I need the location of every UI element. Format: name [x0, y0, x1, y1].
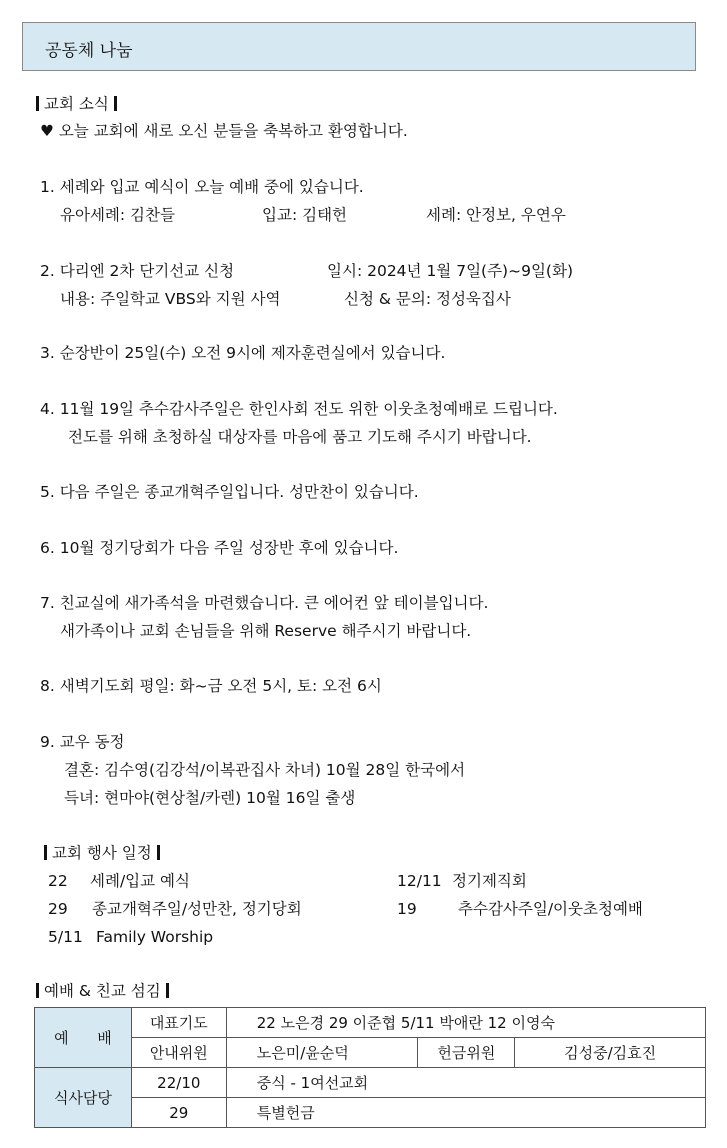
title-bar-left: [36, 983, 39, 998]
news-title-text: 교회 소식: [44, 95, 109, 113]
meal-label: 식사담당: [35, 1068, 132, 1128]
event-date: 29: [48, 900, 68, 918]
news-item-4-line2: 전도를 위해 초청하실 대상자를 마음에 품고 기도해 주시기 바랍니다.: [68, 428, 532, 446]
title-bar-left: [36, 96, 39, 111]
event-date: 19: [397, 900, 417, 918]
welcome-line: ♥ 오늘 교회에 새로 오신 분들을 축복하고 환영합니다.: [40, 122, 408, 140]
event-date: 12/11: [397, 872, 442, 890]
title-bar-right: [157, 845, 160, 860]
news-item-2-contact: 신청 & 문의: 정성욱집사: [344, 290, 511, 308]
table-row: [35, 1008, 706, 1038]
title-bar-right: [114, 96, 117, 111]
news-item-2-date: 일시: 2024년 1월 7일(주)~9일(화): [327, 262, 573, 280]
title-bar-right: [166, 983, 169, 998]
news-item-1-baptism: 세례: 안정보, 우연우: [426, 206, 566, 224]
news-item-2: 2. 다리엔 2차 단기선교 신청: [40, 262, 235, 280]
meal-text: 중식 - 1여선교회: [226, 1068, 705, 1098]
usher-label: 안내위원: [131, 1038, 226, 1068]
event-text: 정기제직회: [452, 872, 527, 890]
table-row: [35, 1098, 706, 1128]
table-row: [35, 1068, 706, 1098]
news-item-1-confirmation: 입교: 김태헌: [262, 206, 348, 224]
news-item-9-birth: 득녀: 현마야(현상철/카렌) 10월 16일 출생: [64, 789, 356, 807]
title-bar-left: [44, 845, 47, 860]
service-title-text: 예배 & 친교 섬김: [44, 982, 161, 1000]
section-header: [22, 22, 696, 71]
news-item-7-line2: 새가족이나 교회 손님들을 위해 Reserve 해주시기 바랍니다.: [60, 622, 472, 640]
event-date: 22: [48, 872, 68, 890]
rep-prayer-label: 대표기도: [131, 1008, 226, 1038]
meal-date: 22/10: [131, 1068, 226, 1098]
rep-prayer-value: 22 노은경 29 이준협 5/11 박애란 12 이영숙: [226, 1008, 705, 1038]
news-item-8: 8. 새벽기도회 평일: 화~금 오전 5시, 토: 오전 6시: [40, 677, 382, 695]
news-section-title: [36, 94, 122, 114]
table-row: [35, 1038, 706, 1068]
news-item-6: 6. 10월 정기당회가 다음 주일 성장반 후에 있습니다.: [40, 539, 399, 557]
event-text: Family Worship: [96, 928, 214, 946]
news-item-1: 1. 세례와 입교 예식이 오늘 예배 중에 있습니다.: [40, 178, 364, 196]
events-title-text: 교회 행사 일정: [52, 844, 152, 862]
news-item-1-infant-baptism: 유아세례: 김찬들: [60, 206, 175, 224]
event-text: 종교개혁주일/성만찬, 정기당회: [92, 900, 302, 918]
event-text: 세례/입교 예식: [90, 872, 190, 890]
meal-date: 29: [131, 1098, 226, 1128]
service-section-title: [36, 981, 174, 1001]
events-section-title: [44, 843, 165, 863]
service-table: [34, 1007, 706, 1128]
worship-label: 예 배: [35, 1008, 132, 1068]
offering-label: 헌금위원: [418, 1038, 515, 1068]
news-item-4: 4. 11월 19일 추수감사주일은 한인사회 전도 위한 이웃초청예배로 드립니다.: [40, 400, 558, 418]
news-item-3: 3. 순장반이 25일(수) 오전 9시에 제자훈련실에서 있습니다.: [40, 344, 446, 362]
event-text: 추수감사주일/이웃초청예배: [458, 900, 643, 918]
news-item-5: 5. 다음 주일은 종교개혁주일입니다. 성만찬이 있습니다.: [40, 483, 419, 501]
meal-text: 특별헌금: [226, 1098, 705, 1128]
event-date: 5/11: [48, 928, 83, 946]
offering-value: 김성중/김효진: [515, 1038, 706, 1068]
news-item-9: 9. 교우 동정: [40, 733, 125, 751]
news-item-2-content: 내용: 주일학교 VBS와 지원 사역: [60, 290, 281, 308]
usher-value: 노은미/윤순덕: [226, 1038, 418, 1068]
news-item-9-wedding: 결혼: 김수영(김강석/이복관집사 차녀) 10월 28일 한국에서: [64, 761, 466, 779]
header-title: 공동체 나눔: [45, 41, 133, 61]
news-item-7: 7. 친교실에 새가족석을 마련했습니다. 큰 에어컨 앞 테이블입니다.: [40, 594, 489, 612]
